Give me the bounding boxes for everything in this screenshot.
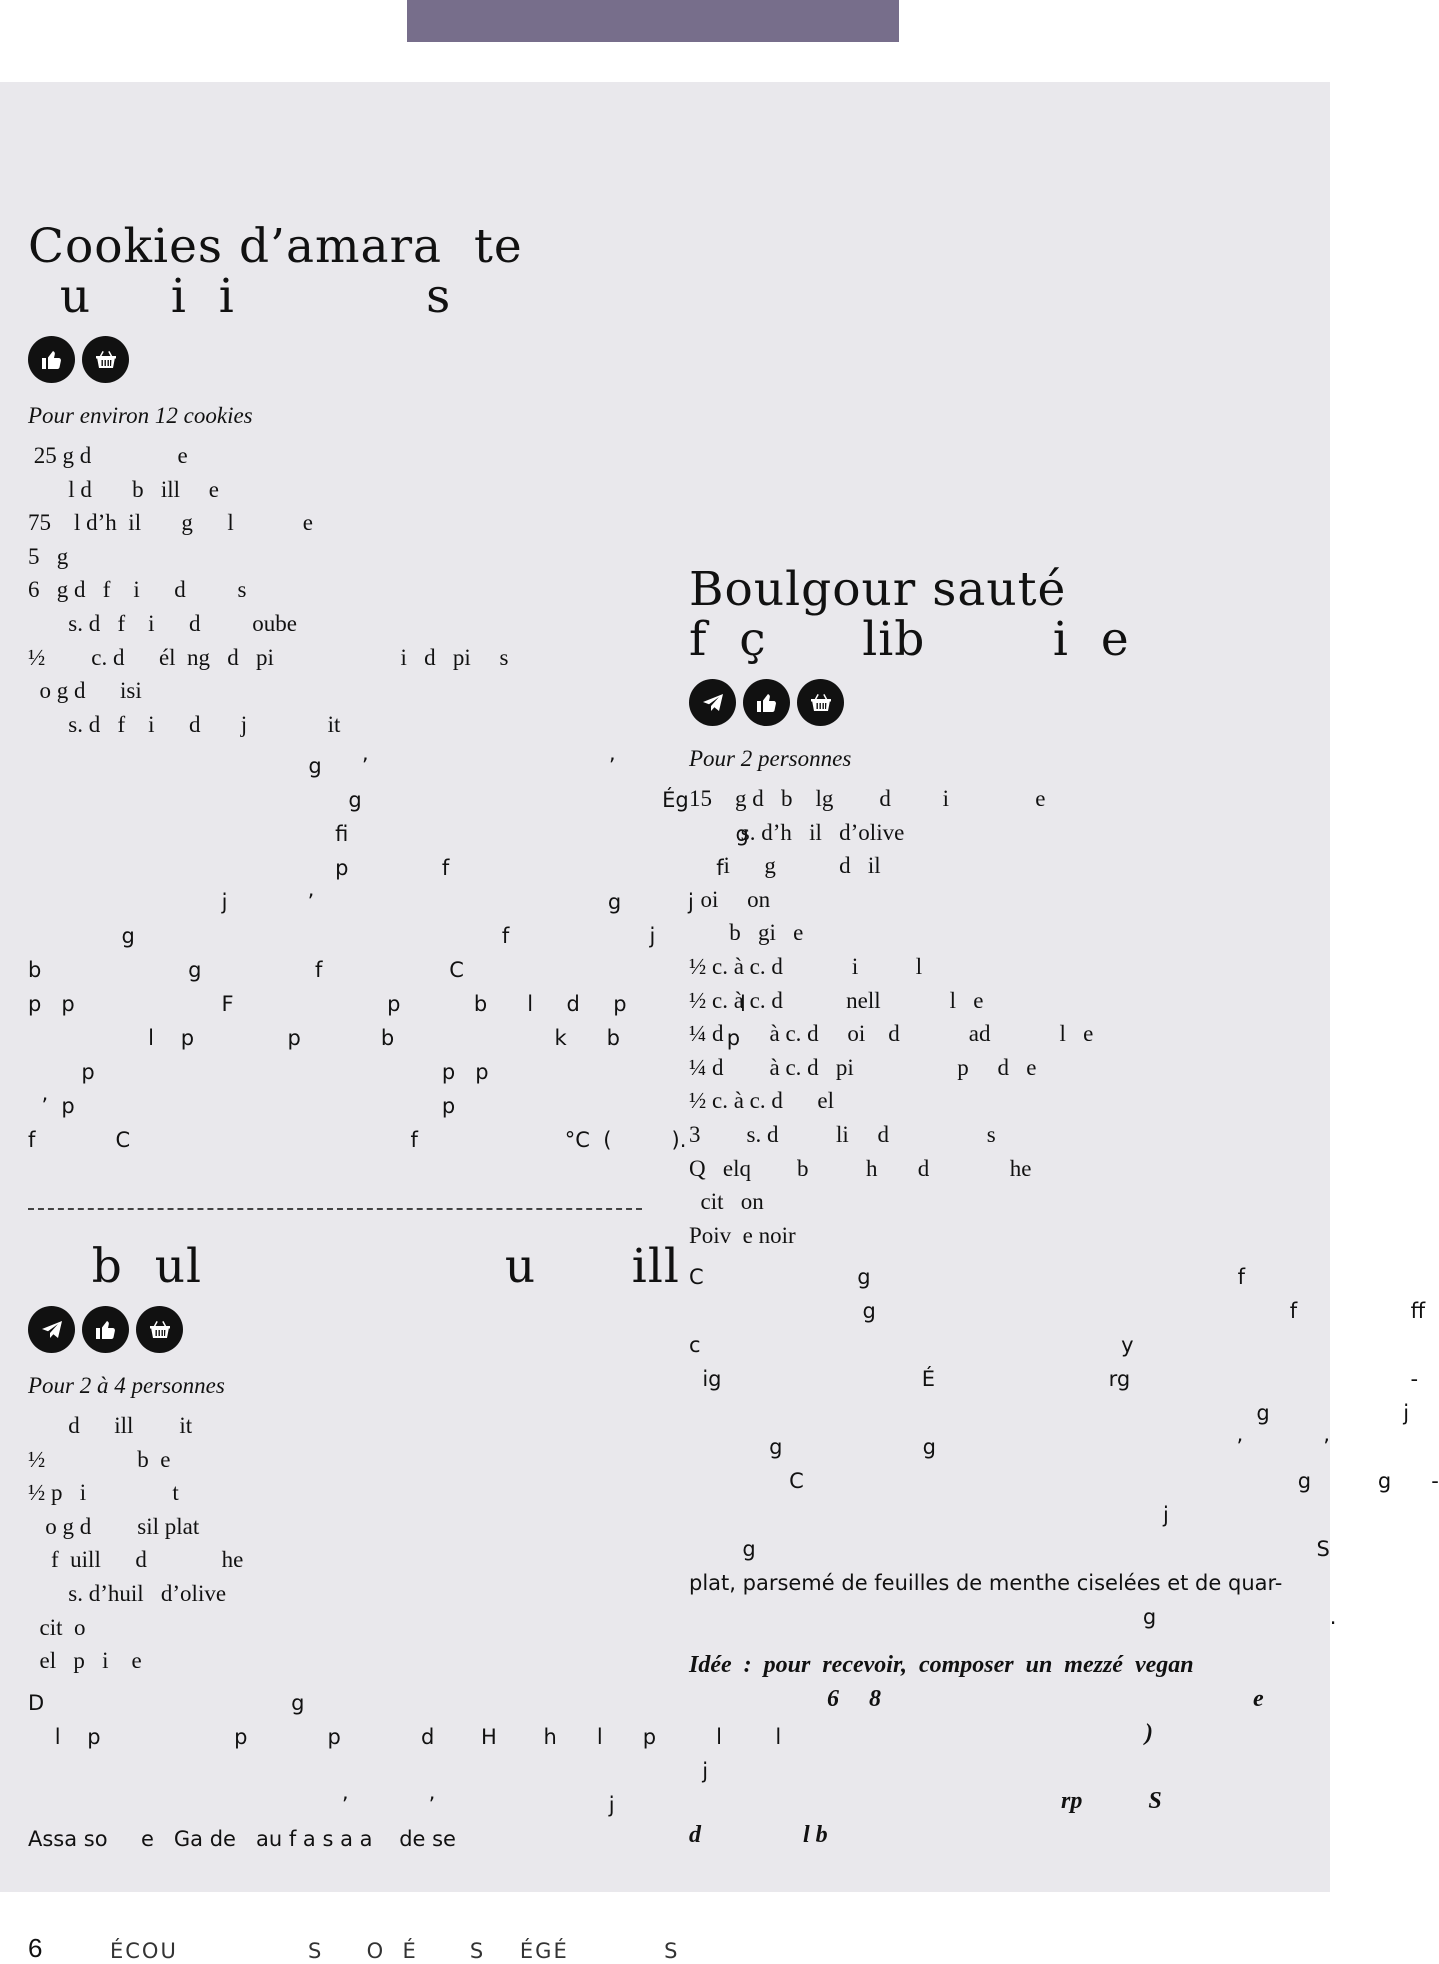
recipe-title-line: Cookies d’amara te — [28, 219, 523, 274]
basket-icon — [797, 679, 844, 726]
ingredient-item: ½ c. à c. d nell l e — [689, 987, 984, 1013]
recipe-divider — [28, 1208, 642, 1210]
ingredient-item: ½ c. à c. d el — [689, 1088, 834, 1114]
method-line: g ’ ’ — [28, 754, 616, 779]
method-line: g Ég — [28, 788, 689, 813]
ingredient-item: 3 s. d li d s — [689, 1121, 996, 1147]
recipe-title-line: b ul u ill — [28, 1239, 680, 1294]
recipe-method — [689, 1260, 1439, 1634]
ingredient-item: ¼ d à c. d oi d ad l e — [689, 1021, 1094, 1047]
recipe-boulgour-saute — [689, 562, 1439, 1852]
method-line: plat, parsemé de feuilles de menthe ciselées et de quar- — [689, 1571, 1283, 1596]
ingredient-item: Q elq b h d he — [689, 1155, 1032, 1181]
method-line: j ’ g j — [28, 890, 694, 915]
method-line: f C f °C ( ). — [28, 1128, 687, 1153]
ingredient-item: ¼ d à c. d pi p d e — [689, 1054, 1037, 1080]
method-line: C g f — [689, 1265, 1246, 1290]
thumbs-up-icon — [82, 1306, 129, 1353]
ingredient-item: ½ p i t — [28, 1480, 179, 1506]
ingredient-item: el p i e — [28, 1648, 142, 1674]
page-number: 6 — [28, 1933, 43, 1963]
ingredient-item: l d b ill e — [28, 476, 220, 502]
method-line: g . — [689, 1605, 1337, 1630]
idea-line — [689, 1750, 1304, 1784]
ingredient-item: cit o — [28, 1614, 86, 1640]
method-line: c y — [689, 1333, 1134, 1358]
ingredient-item: oi on — [689, 886, 771, 912]
method-line: j — [28, 1758, 709, 1783]
method-line: C g g - — [689, 1469, 1439, 1494]
recipe-title — [28, 219, 648, 324]
method-line: g f j — [28, 924, 656, 949]
ingredient-item: cit on — [689, 1189, 764, 1215]
ingredient-item: s. d’h il d’olive — [689, 819, 905, 845]
thumbs-up-icon — [743, 679, 790, 726]
ingredient-item: s. d f i d j it — [28, 711, 341, 737]
recipe-servings: Pour environ 12 cookies — [28, 403, 253, 428]
ingredient-list — [28, 1409, 648, 1678]
recipe-title — [28, 1239, 680, 1294]
recipe-title-line: f ç lib i e — [689, 612, 1130, 667]
ingredient-item: 15 g d b lg d i e — [689, 786, 1046, 811]
ingredient-item: ½ c. d él ng d pi i d pi s — [28, 644, 509, 670]
method-line: p f f — [28, 856, 724, 881]
recipe-idea — [689, 1648, 1304, 1852]
ingredient-item: ½ b e — [28, 1446, 171, 1472]
recipe-servings: Pour 2 personnes — [689, 746, 852, 771]
method-line: g S — [689, 1537, 1330, 1562]
method-line: g f ff — [689, 1299, 1426, 1324]
method-line: p p F p b l d p l — [28, 992, 746, 1017]
ingredient-item: f uill d he — [28, 1547, 244, 1573]
idea-line: d l b — [689, 1822, 828, 1849]
method-line: l p p b k b p — [28, 1026, 741, 1051]
method-line: p p p — [28, 1060, 489, 1085]
send-icon — [28, 1306, 75, 1353]
idea-line: ) — [689, 1720, 1153, 1747]
header-color-band — [407, 0, 899, 42]
page-footer — [0, 1900, 1330, 1963]
ingredient-item: ½ c. à c. d i l — [689, 953, 923, 979]
method-line: D g — [28, 1690, 305, 1715]
method-line: Assa so e Ga de au f a s a a de se — [28, 1826, 456, 1851]
method-line: ig É rg - — [689, 1367, 1419, 1392]
ingredient-item: 75 l d’h il g l e — [28, 510, 313, 536]
method-line: ’ p p — [28, 1094, 456, 1119]
recipe-title-line: Boulgour sauté — [689, 562, 1067, 617]
thumbs-up-icon — [28, 336, 75, 383]
recipe-servings: Pour 2 à 4 personnes — [28, 1373, 225, 1398]
ingredient-item: Poiv e noir — [689, 1222, 796, 1248]
idea-line: 6 8 e — [689, 1686, 1264, 1713]
ingredient-item: 6 g d f i d s — [28, 577, 247, 603]
ingredient-item: s. d’huil d’olive — [28, 1580, 227, 1606]
idea-line: rp S — [689, 1788, 1162, 1815]
basket-icon — [136, 1306, 183, 1353]
ingredient-item: 5 g — [28, 543, 69, 569]
recipe-title-line: u i i s — [28, 269, 452, 324]
method-line: l p p p d H h l p l l — [28, 1724, 782, 1749]
recipe-icons — [28, 336, 648, 383]
ingredient-item: b gi e — [689, 920, 804, 946]
method-line: b g f C — [28, 958, 464, 983]
ingredient-item: o g d sil plat — [28, 1513, 200, 1539]
method-line: g g ’ ’ — [689, 1435, 1330, 1460]
recipe-title — [689, 562, 1304, 667]
idea-line: Idée : pour recevoir, composer un mezzé vegan — [689, 1652, 1194, 1679]
method-line: ’ ’ j — [28, 1792, 615, 1817]
send-icon — [689, 679, 736, 726]
ingredient-item: d ill it — [28, 1413, 193, 1438]
method-line: g j — [689, 1401, 1410, 1426]
basket-icon — [82, 336, 129, 383]
recipe-icons — [28, 1306, 648, 1353]
method-line: fi g — [28, 822, 749, 847]
method-line: j — [689, 1503, 1169, 1528]
footer-section-title: ÉCOU S O É S ÉGÉ S — [110, 1939, 680, 1963]
ingredient-list — [28, 439, 648, 741]
ingredient-list — [689, 782, 1304, 1252]
recipe-icons — [689, 679, 1304, 726]
ingredient-item: i g d il — [689, 853, 881, 879]
ingredient-item: o g d isi — [28, 678, 142, 704]
ingredient-item: 25 g d e — [28, 443, 188, 468]
ingredient-item: s. d f i d oube — [28, 610, 297, 636]
